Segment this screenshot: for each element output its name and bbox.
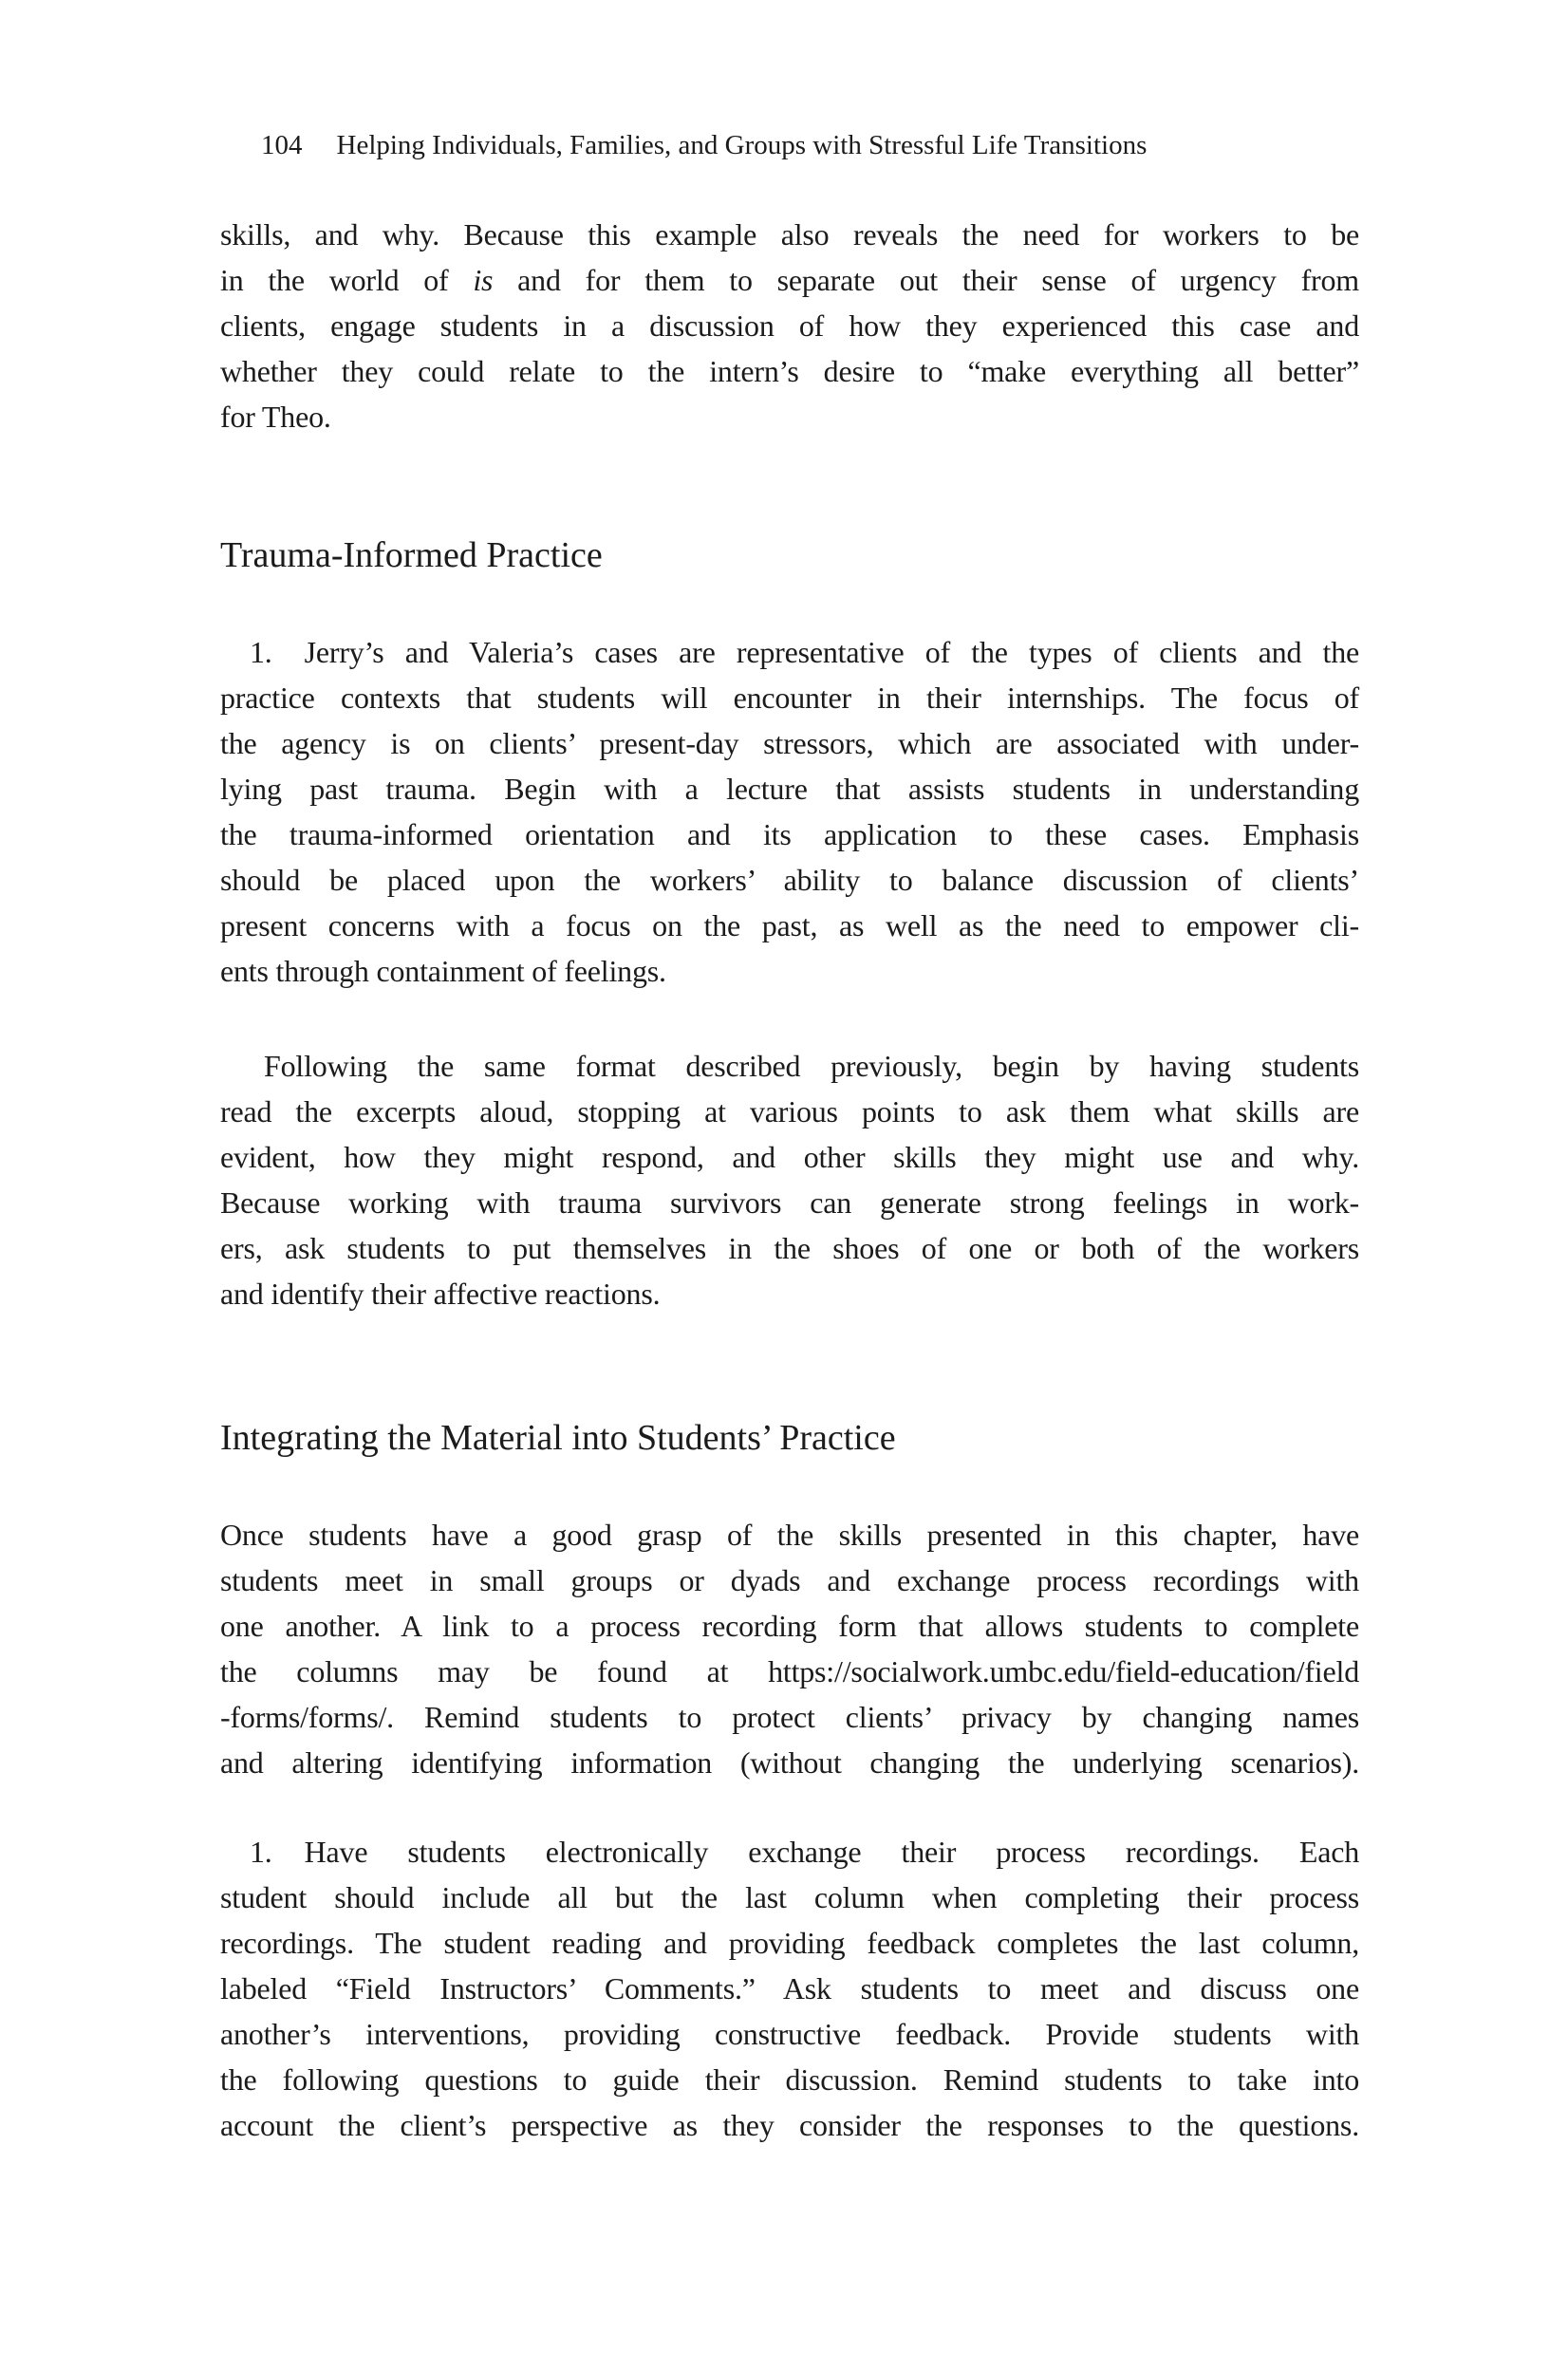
list-number: 1.	[250, 1835, 272, 1869]
text-line	[220, 1649, 1359, 1694]
paragraph	[220, 1043, 1359, 1316]
text-segment: in the world of	[220, 263, 474, 297]
page-content	[220, 212, 1359, 2148]
text-segment: and identify their affective reactions.	[220, 1277, 661, 1311]
text-line	[220, 1920, 1359, 1966]
text-segment: -forms/forms/. Remind students to protect clients’ privacy by changing names	[220, 1700, 1359, 1734]
text-segment: students meet in small groups or dyads and exchange process recordings with	[220, 1563, 1359, 1597]
text-line	[220, 857, 1359, 903]
list-item-paragraph	[220, 1829, 1359, 2148]
text-line	[220, 1271, 1359, 1316]
list-number: 1.	[250, 635, 272, 669]
text-segment: for Theo.	[220, 400, 331, 434]
text-line	[220, 212, 1359, 257]
text-segment: the following questions to guide their discussion. Remind students to take into	[220, 2062, 1359, 2097]
text-segment: the columns may be found at https://socialwork.umbc.edu/field-education/field	[220, 1654, 1359, 1688]
text-segment: the trauma-informed orientation and its application to these cases. Emphasis	[220, 817, 1359, 851]
text-segment: read the excerpts aloud, stopping at various points to ask them what skills are	[220, 1094, 1359, 1129]
text-segment: clients, engage students in a discussion of how they experienced this case and	[220, 308, 1359, 343]
text-line	[220, 1089, 1359, 1134]
text-segment: and altering identifying information (without changing the underlying scenarios).	[220, 1745, 1359, 1780]
text-line	[220, 1966, 1359, 2011]
running-head	[220, 122, 1359, 168]
text-line	[220, 1740, 1359, 1785]
text-line	[220, 948, 1359, 994]
text-segment: account the client’s perspective as they consider the responses to the questions.	[220, 2108, 1359, 2142]
text-line	[220, 1603, 1359, 1649]
text-line	[220, 1694, 1359, 1740]
text-segment: Once students have a good grasp of the skills presented in this chapter, have	[220, 1518, 1359, 1552]
text-segment: labeled “Field Instructors’ Comments.” Ask students to meet and discuss one	[220, 1971, 1359, 2005]
paragraph-continuation	[220, 212, 1359, 439]
text-line	[220, 1043, 1359, 1089]
text-line	[220, 2011, 1359, 2057]
text-line	[220, 1512, 1359, 1558]
text-line	[220, 1180, 1359, 1225]
text-segment: lying past trauma. Begin with a lecture that assists students in understanding	[220, 772, 1359, 806]
text-line	[220, 675, 1359, 720]
section-heading-trauma-informed-practice: Trauma-Informed Practice	[220, 535, 603, 575]
text-line	[220, 720, 1359, 766]
page-number: 104	[261, 130, 303, 160]
text-line	[220, 348, 1359, 394]
text-line	[220, 394, 1359, 439]
text-segment: should be placed upon the workers’ ability to balance discussion of clients’	[220, 863, 1359, 897]
text-segment: is	[473, 263, 494, 297]
text-segment: Jerry’s and Valeria’s cases are representative of the types of clients and the	[304, 635, 1359, 669]
text-line	[220, 903, 1359, 948]
text-segment: and for them to separate out their sense of urgency from	[493, 263, 1359, 297]
text-line	[220, 2102, 1359, 2148]
text-segment: present concerns with a focus on the past, as well as the need to empower cli-	[220, 908, 1359, 942]
text-segment: recordings. The student reading and providing feedback completes the last column,	[220, 1926, 1359, 1960]
text-segment: ers, ask students to put themselves in the shoes of one or both of the workers	[220, 1231, 1359, 1265]
text-line	[220, 766, 1359, 811]
text-segment: Because working with trauma survivors can generate strong feelings in work-	[220, 1185, 1359, 1220]
list-item-paragraph	[220, 629, 1359, 994]
running-head-title: Helping Individuals, Families, and Groups with Stressful Life Transitions	[336, 130, 1148, 160]
text-line	[220, 1875, 1359, 1920]
text-segment: evident, how they might respond, and other skills they might use and why.	[220, 1140, 1359, 1174]
text-line	[220, 257, 1359, 303]
text-segment: Have students electronically exchange their process recordings. Each	[304, 1835, 1359, 1869]
text-line	[220, 303, 1359, 348]
text-line	[220, 1829, 1359, 1875]
text-line	[220, 629, 1359, 675]
text-line	[220, 811, 1359, 857]
text-segment: another’s interventions, providing constructive feedback. Provide students with	[220, 2017, 1359, 2051]
text-line	[220, 2057, 1359, 2102]
text-segment: the agency is on clients’ present-day stressors, which are associated with under-	[220, 726, 1359, 760]
text-line	[220, 1225, 1359, 1271]
text-segment: ents through containment of feelings.	[220, 954, 666, 988]
text-segment: student should include all but the last column when completing their process	[220, 1880, 1359, 1914]
text-segment: skills, and why. Because this example also reveals the need for workers to be	[220, 217, 1359, 252]
text-segment: one another. A link to a process recording form that allows students to complete	[220, 1609, 1359, 1643]
text-segment: whether they could relate to the intern’s desire to “make everything all better”	[220, 354, 1359, 388]
text-line	[220, 1558, 1359, 1603]
paragraph	[220, 1512, 1359, 1785]
text-line	[220, 1134, 1359, 1180]
text-segment: Following the same format described previously, begin by having students	[264, 1049, 1359, 1083]
text-segment: practice contexts that students will encounter in their internships. The focus of	[220, 681, 1359, 715]
section-heading-integrating-material: Integrating the Material into Students’ Practice	[220, 1418, 896, 1458]
